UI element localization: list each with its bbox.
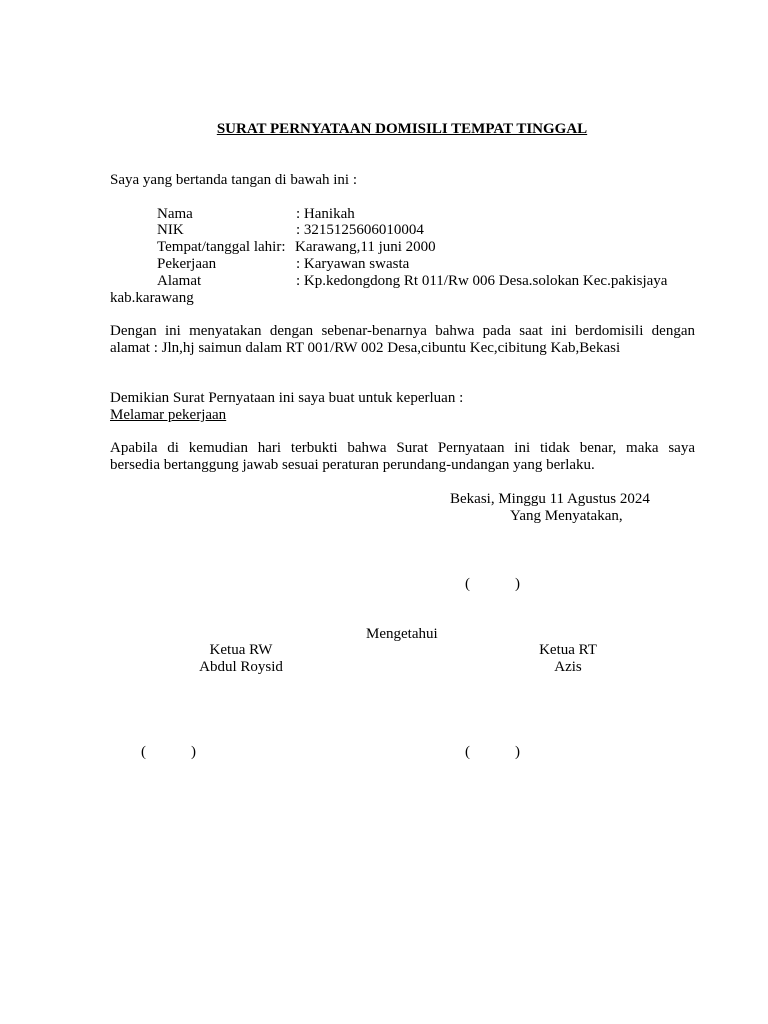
declarant-signature: ( ) — [465, 576, 520, 592]
field-label-pekerjaan: Pekerjaan — [157, 256, 217, 272]
intro-text: Saya yang bertanda tangan di bawah ini : — [110, 172, 358, 188]
rw-signature: ( ) — [141, 744, 196, 760]
rt-title: Ketua RT — [539, 642, 597, 658]
place-date: Bekasi, Minggu 11 Agustus 2024 — [450, 491, 650, 507]
statement-line-1: Dengan ini menyatakan dengan sebenar-benarnya bahwa pada saat ini berdomisili dengan — [110, 323, 695, 339]
rt-name: Azis — [554, 659, 582, 675]
field-label-ttl: Tempat/tanggal lahir: — [157, 239, 286, 255]
closing-line-2: bersedia bertanggung jawab sesuai peraturan perundang-undangan yang berlaku. — [110, 457, 595, 473]
field-label-nama: Nama — [157, 206, 193, 222]
field-value-alamat: : Kp.kedongdong Rt 011/Rw 006 Desa.solokan Kec.pakisjaya — [296, 273, 668, 289]
statement-line-2: alamat : Jln,hj saimun dalam RT 001/RW 002 Desa,cibuntu Kec,cibitung Kab,Bekasi — [110, 340, 621, 356]
rt-signature: ( ) — [465, 744, 520, 760]
address-continuation: kab.karawang — [110, 290, 194, 306]
field-value-ttl: Karawang,11 juni 2000 — [295, 239, 436, 255]
purpose-intro: Demikian Surat Pernyataan ini saya buat untuk keperluan : — [110, 390, 464, 406]
document-title: SURAT PERNYATAAN DOMISILI TEMPAT TINGGAL — [216, 121, 588, 137]
acknowledged-label: Mengetahui — [366, 626, 438, 642]
statement-paragraph — [110, 323, 695, 357]
purpose-text: Melamar pekerjaan — [110, 407, 227, 423]
field-value-pekerjaan: : Karyawan swasta — [296, 256, 410, 272]
rw-title: Ketua RW — [209, 642, 273, 658]
closing-line-1: Apabila di kemudian hari terbukti bahwa Surat Pernyataan ini tidak benar, maka saya — [110, 440, 695, 456]
field-value-nik: : 3215125606010004 — [296, 222, 424, 238]
declarant-label: Yang Menyatakan, — [510, 508, 623, 524]
field-label-alamat: Alamat — [157, 273, 202, 289]
field-value-nama: : Hanikah — [296, 206, 355, 222]
closing-paragraph — [110, 440, 695, 474]
field-label-nik: NIK — [157, 222, 184, 238]
rw-name: Abdul Roysid — [199, 659, 283, 675]
